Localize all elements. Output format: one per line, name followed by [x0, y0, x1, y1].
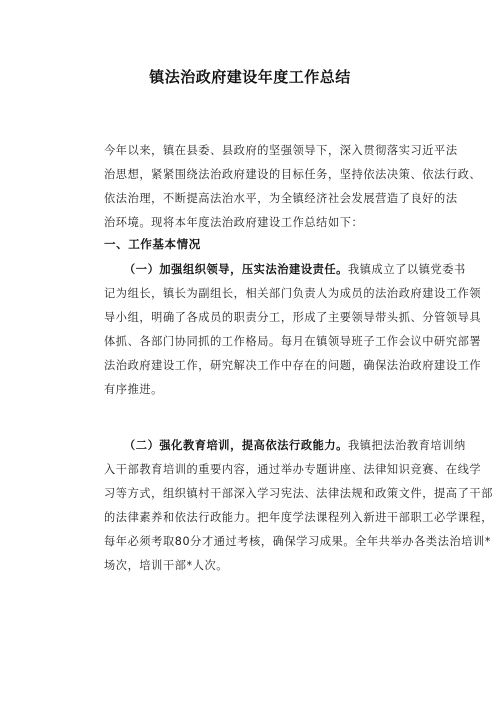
- item2-line: 每年必须考取80分才通过考核，确保学习成果。全年共举办各类法治培训*: [104, 535, 492, 548]
- item1-first-line-rest: 我镇成立了以镇党委书: [347, 263, 466, 276]
- intro-paragraph: [104, 139, 482, 235]
- item2-line: 场次，培训干部*人次。: [104, 559, 229, 572]
- item1-line: 体抓、各部门协同抓的工作格局。每月在镇领导班子工作会议中研究部署: [104, 335, 482, 348]
- section-heading: 一、工作基本情况: [104, 237, 201, 251]
- intro-line: 依法治理，不断提高法治水平，为全镇经济社会发展营造了良好的法: [104, 192, 458, 205]
- item2-line: 习等方式，组织镇村干部深入学习宪法、法律法规和政策文件，提高了干部: [104, 487, 493, 500]
- item1-first-line: [104, 258, 466, 282]
- item1-paragraph: [104, 258, 482, 402]
- item2-first-line-rest: 我镇把法治教育培训纳: [347, 439, 466, 452]
- item1-line: 有序推进。: [104, 383, 163, 396]
- intro-line: 治思想，紧紧围绕法治政府建设的目标任务，坚持依法决策、依法行政、: [104, 168, 482, 181]
- item2-first-line: [104, 434, 466, 458]
- item2-heading: （二）强化教育培训，提高依法行政能力。: [124, 439, 348, 452]
- item1-line: 导小组，明确了各成员的职责分工，形成了主要领导带头抓、分管领导具: [104, 311, 482, 324]
- item2-line: 入干部教育培训的重要内容，通过举办专题讲座、法律知识竞赛、在线学: [104, 463, 482, 476]
- item2-paragraph: [104, 434, 493, 578]
- item1-heading: （一）加强组织领导，压实法治建设责任。: [124, 263, 348, 276]
- document-title: 镇法治政府建设年度工作总结: [149, 68, 351, 86]
- intro-line: 今年以来，镇在县委、县政府的坚强领导下，深入贯彻落实习近平法: [104, 144, 458, 157]
- item2-line: 的法律素养和依法行政能力。把年度学法课程列入新进干部职工必学课程，: [104, 511, 493, 524]
- item1-line: 记为组长，镇长为副组长，相关部门负责人为成员的法治政府建设工作领: [104, 287, 482, 300]
- item1-line: 法治政府建设工作，研究解决工作中存在的问题，确保法治政府建设工作: [104, 359, 482, 372]
- intro-line: 治环境。现将本年度法治政府建设工作总结如下：: [104, 216, 364, 229]
